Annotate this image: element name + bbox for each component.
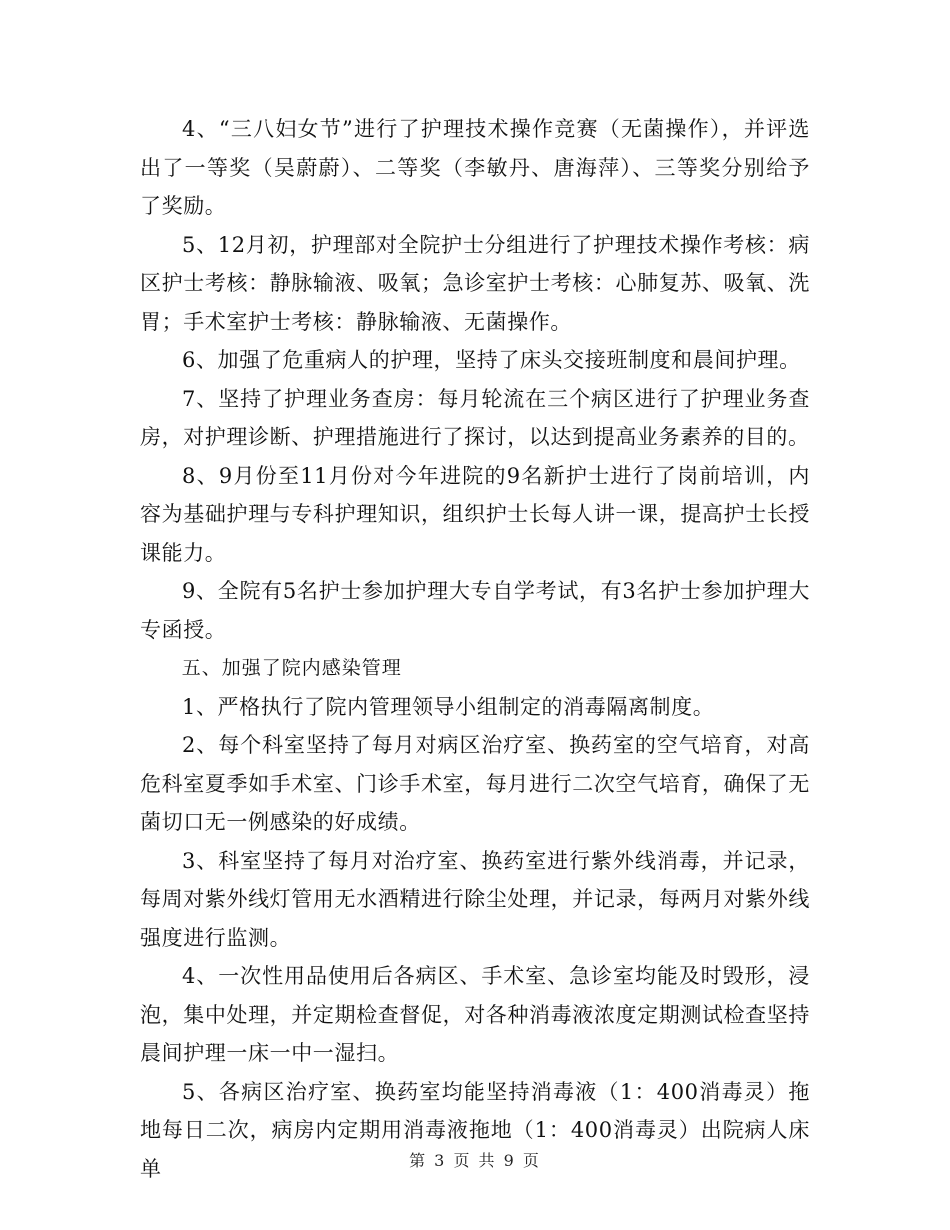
paragraph-infection-1: 1、严格执行了院内管理领导小组制定的消毒隔离制度。 xyxy=(182,694,715,719)
paragraph-item-9-exams: 9、全院有5名护士参加护理大专自学考试，有3名护士参加护理大专函授。 xyxy=(140,579,810,642)
page-number-footer: 第 3 页 共 9 页 xyxy=(409,1151,541,1170)
paragraph-infection-2: 2、每个科室坚持了每月对病区治疗室、换药室的空气培育，对高危科室夏季如手术室、门诊手术室，每月进行二次空气培育，确保了无菌切口无一例感染的好成绩。 xyxy=(140,733,810,834)
paragraph-item-5-assessment: 5、12月初，护理部对全院护士分组进行了护理技术操作考核：病区护士考核：静脉输液、吸氧；急诊室护士考核：心肺复苏、吸氧、洗胃；手术室护士考核：静脉输液、无菌操作。 xyxy=(140,232,810,334)
paragraph-infection-4: 4、一次性用品使用后各病区、手术室、急诊室均能及时毁形，浸泡，集中处理，并定期检查督促，对各种消毒液浓度定期测试检查坚持晨间护理一床一中一湿扫。 xyxy=(140,964,810,1065)
paragraph-item-4-competition: 4、“三八妇女节”进行了护理技术操作竞赛（无菌操作），并评选出了一等奖（吴蔚蔚）、二等奖（李敏丹、唐海萍）、三等奖分别给予了奖励。 xyxy=(140,117,810,218)
paragraph-item-8-training: 8、9月份至11月份对今年进院的9名新护士进行了岗前培训，内容为基础护理与专科护理知识，组织护士长每人讲一课，提高护士长授课能力。 xyxy=(140,463,810,565)
section-heading-infection-control: 五、加强了院内感染管理 xyxy=(181,657,402,679)
paragraph-item-7-rounds: 7、坚持了护理业务查房：每月轮流在三个病区进行了护理业务查房，对护理诊断、护理措施进行了探讨，以达到提高业务素养的目的。 xyxy=(140,386,810,449)
document-body xyxy=(140,110,810,1188)
paragraph-item-6-critical-care: 6、加强了危重病人的护理，坚持了床头交接班制度和晨间护理。 xyxy=(182,348,801,372)
paragraph-infection-3: 3、科室坚持了每月对治疗室、换药室进行紫外线消毒，并记录，每周对紫外线灯管用无水酒精进行除尘处理，并记录，每两月对紫外线强度进行监测。 xyxy=(140,848,810,950)
paragraph-infection-5: 5、各病区治疗室、换药室均能坚持消毒液（1：400消毒灵）拖地每日二次，病房内定期用消毒液拖地（1：400消毒灵）出院病人床单 xyxy=(140,1079,810,1181)
